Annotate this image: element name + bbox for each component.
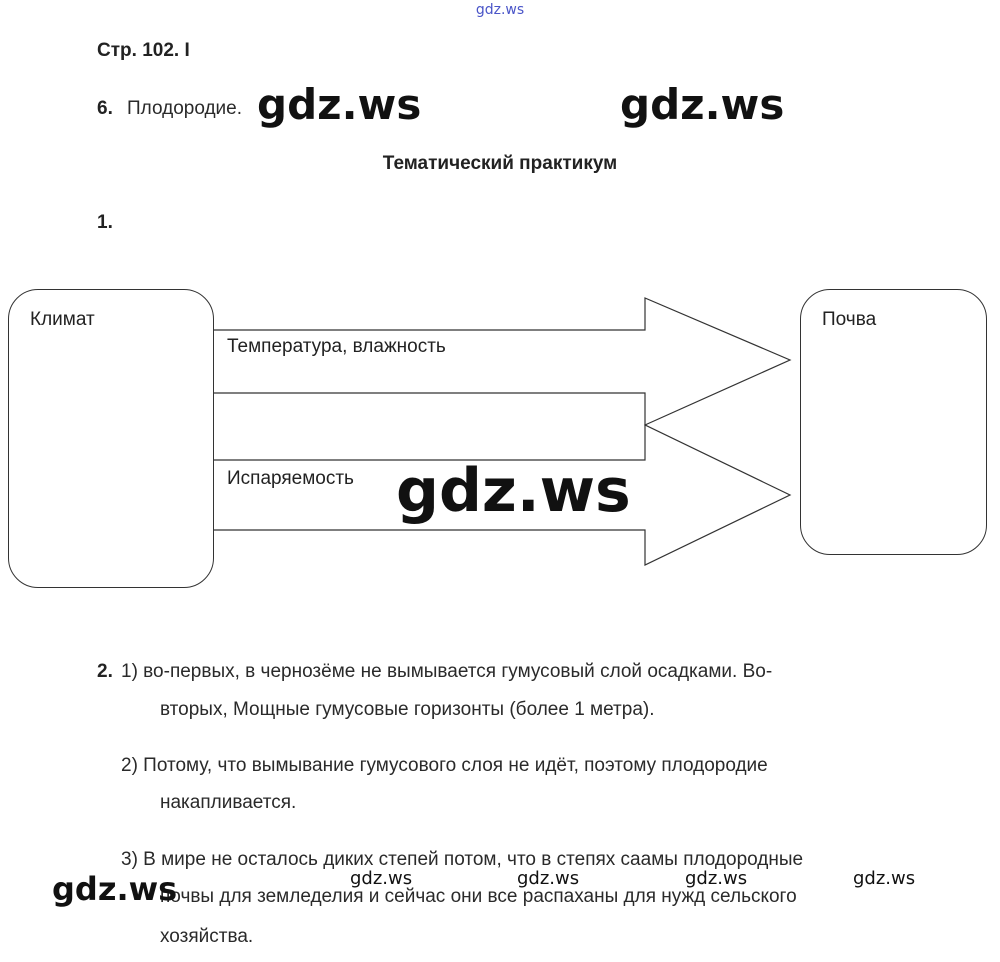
arrow-top-label: Температура, влажность (227, 336, 446, 357)
answer-2-line-2: накапливается. (160, 792, 297, 813)
soil-label: Почва (822, 309, 877, 330)
item-6-number: 6. (97, 98, 113, 119)
watermark-small-3: gdz.ws (685, 868, 748, 889)
answer-3-line-1: 3) В мире не осталось диких степей потом, что в степях саамы плодородные (121, 849, 804, 870)
section-title: Тематический практикум (382, 153, 618, 174)
answer-3-line-2: почвы для земледелия и сейчас они все распаханы для нужд сельского (160, 886, 797, 907)
watermark-large-1: gdz.ws (257, 80, 422, 129)
answer-1-line-1: 1) во-первых, в чернозёме не вымывается гумусовый слой осадками. Во- (121, 661, 773, 682)
watermark-large-center: gdz.ws (396, 456, 631, 526)
watermark-top: gdz.ws (475, 2, 525, 18)
watermark-large-bottom-left: gdz.ws (52, 870, 178, 908)
answer-1-line-2: вторых, Мощные гумусовые горизонты (более 1 метра). (160, 699, 655, 720)
watermark-small-4: gdz.ws (853, 868, 916, 889)
task-1-number: 1. (97, 212, 113, 233)
page-reference: Стр. 102. I (97, 40, 190, 61)
watermark-small-1: gdz.ws (350, 868, 413, 889)
answer-2-line-1: 2) Потому, что вымывание гумусового слоя не идёт, поэтому плодородие (121, 755, 768, 776)
arrow-top (212, 298, 790, 425)
watermark-small-2: gdz.ws (517, 868, 580, 889)
arrow-bottom-label: Испаряемость (227, 468, 354, 489)
answer-3-line-3: хозяйства. (160, 926, 254, 947)
climate-box (8, 289, 214, 588)
climate-label: Климат (30, 309, 95, 330)
item-6-text: Плодородие. (127, 98, 243, 119)
watermark-large-2: gdz.ws (620, 80, 785, 129)
task-2-number: 2. (97, 661, 113, 682)
